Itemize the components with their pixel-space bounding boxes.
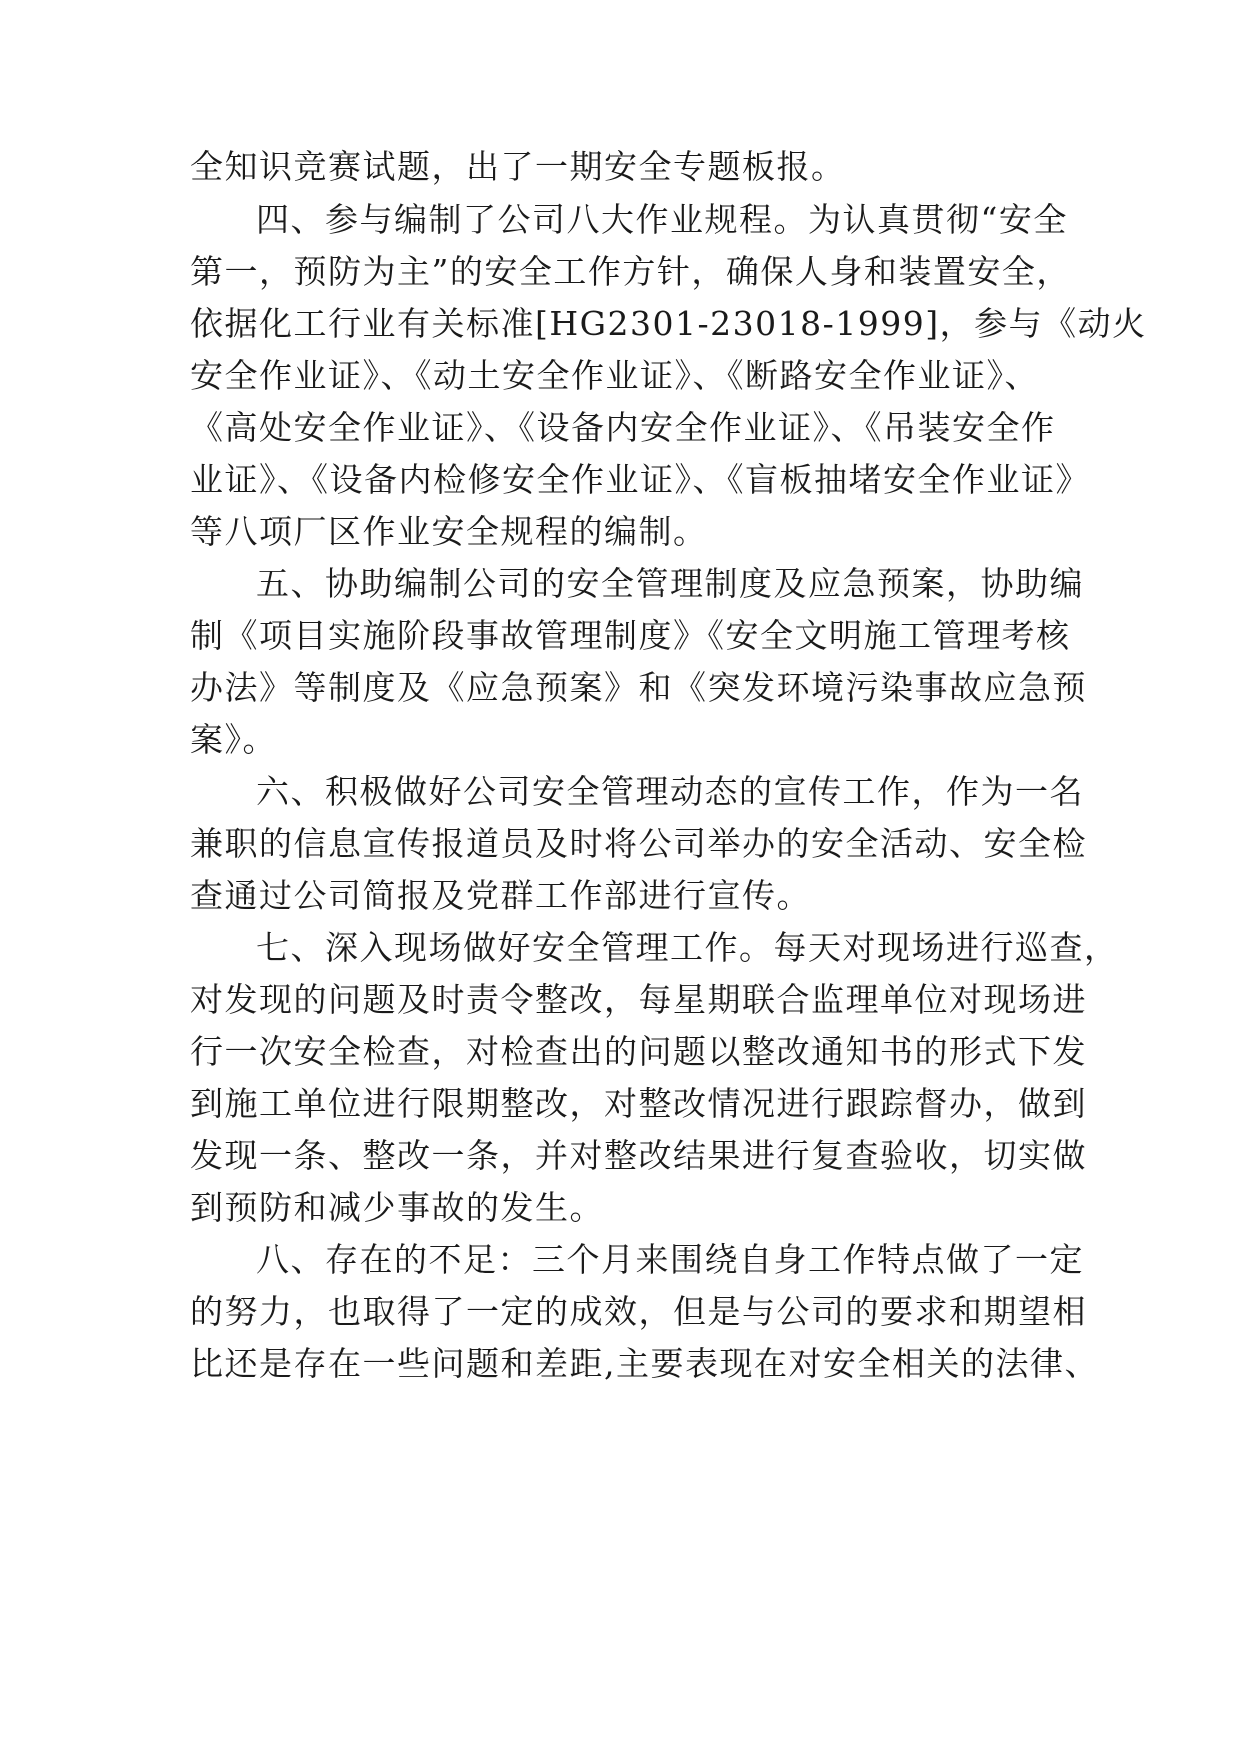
text-line: 办法》等制度及《应急预案》和《突发环境污染事故应急预 [190, 668, 1087, 707]
text-line: 比还是存在一些问题和差距,主要表现在对安全相关的法律、 [190, 1344, 1099, 1383]
text-line: 安全作业证》、《动土安全作业证》、《断路安全作业证》、 [190, 356, 1039, 395]
text-line: 全知识竞赛试题，出了一期安全专题板报。 [190, 147, 846, 186]
text-line: 到预防和减少事故的发生。 [190, 1188, 604, 1227]
text-line: 查通过公司简报及党群工作部进行宣传。 [190, 876, 811, 915]
text-line: 兼职的信息宣传报道员及时将公司举办的安全活动、安全检 [190, 824, 1087, 863]
text-line: 案》。 [190, 720, 277, 759]
paragraph-start-line: 六、积极做好公司安全管理动态的宣传工作，作为一名 [256, 772, 1084, 811]
paragraph-start-line: 四、参与编制了公司八大作业规程。为认真贯彻“安全 [256, 200, 1068, 239]
text-line: 行一次安全检查，对检查出的问题以整改通知书的形式下发 [190, 1032, 1087, 1071]
text-line: 到施工单位进行限期整改，对整改情况进行跟踪督办，做到 [190, 1084, 1087, 1123]
text-line: 第一，预防为主”的安全工作方针，确保人身和装置安全， [190, 252, 1071, 291]
text-line: 《高处安全作业证》、《设备内安全作业证》、《吊装安全作 [190, 408, 1056, 447]
text-line: 制《项目实施阶段事故管理制度》《安全文明施工管理考核 [190, 616, 1071, 655]
paragraph-start-line: 八、存在的不足：三个月来围绕自身工作特点做了一定 [256, 1240, 1084, 1279]
text-line: 发现一条、整改一条，并对整改结果进行复查验收，切实做 [190, 1136, 1087, 1175]
text-line: 对发现的问题及时责令整改，每星期联合监理单位对现场进 [190, 980, 1087, 1019]
paragraph-start-line: 五、协助编制公司的安全管理制度及应急预案，协助编 [256, 564, 1084, 603]
paragraph-start-line: 七、深入现场做好安全管理工作。每天对现场进行巡查， [256, 928, 1119, 967]
text-line: 的努力，也取得了一定的成效，但是与公司的要求和期望相 [190, 1292, 1087, 1331]
text-line: 业证》、《设备内检修安全作业证》、《盲板抽堵安全作业证》 [190, 460, 1090, 499]
text-line: 依据化工行业有关标准[HG2301-23018-1999]，参与《动火 [190, 304, 1147, 343]
text-line: 等八项厂区作业安全规程的编制。 [190, 512, 708, 551]
